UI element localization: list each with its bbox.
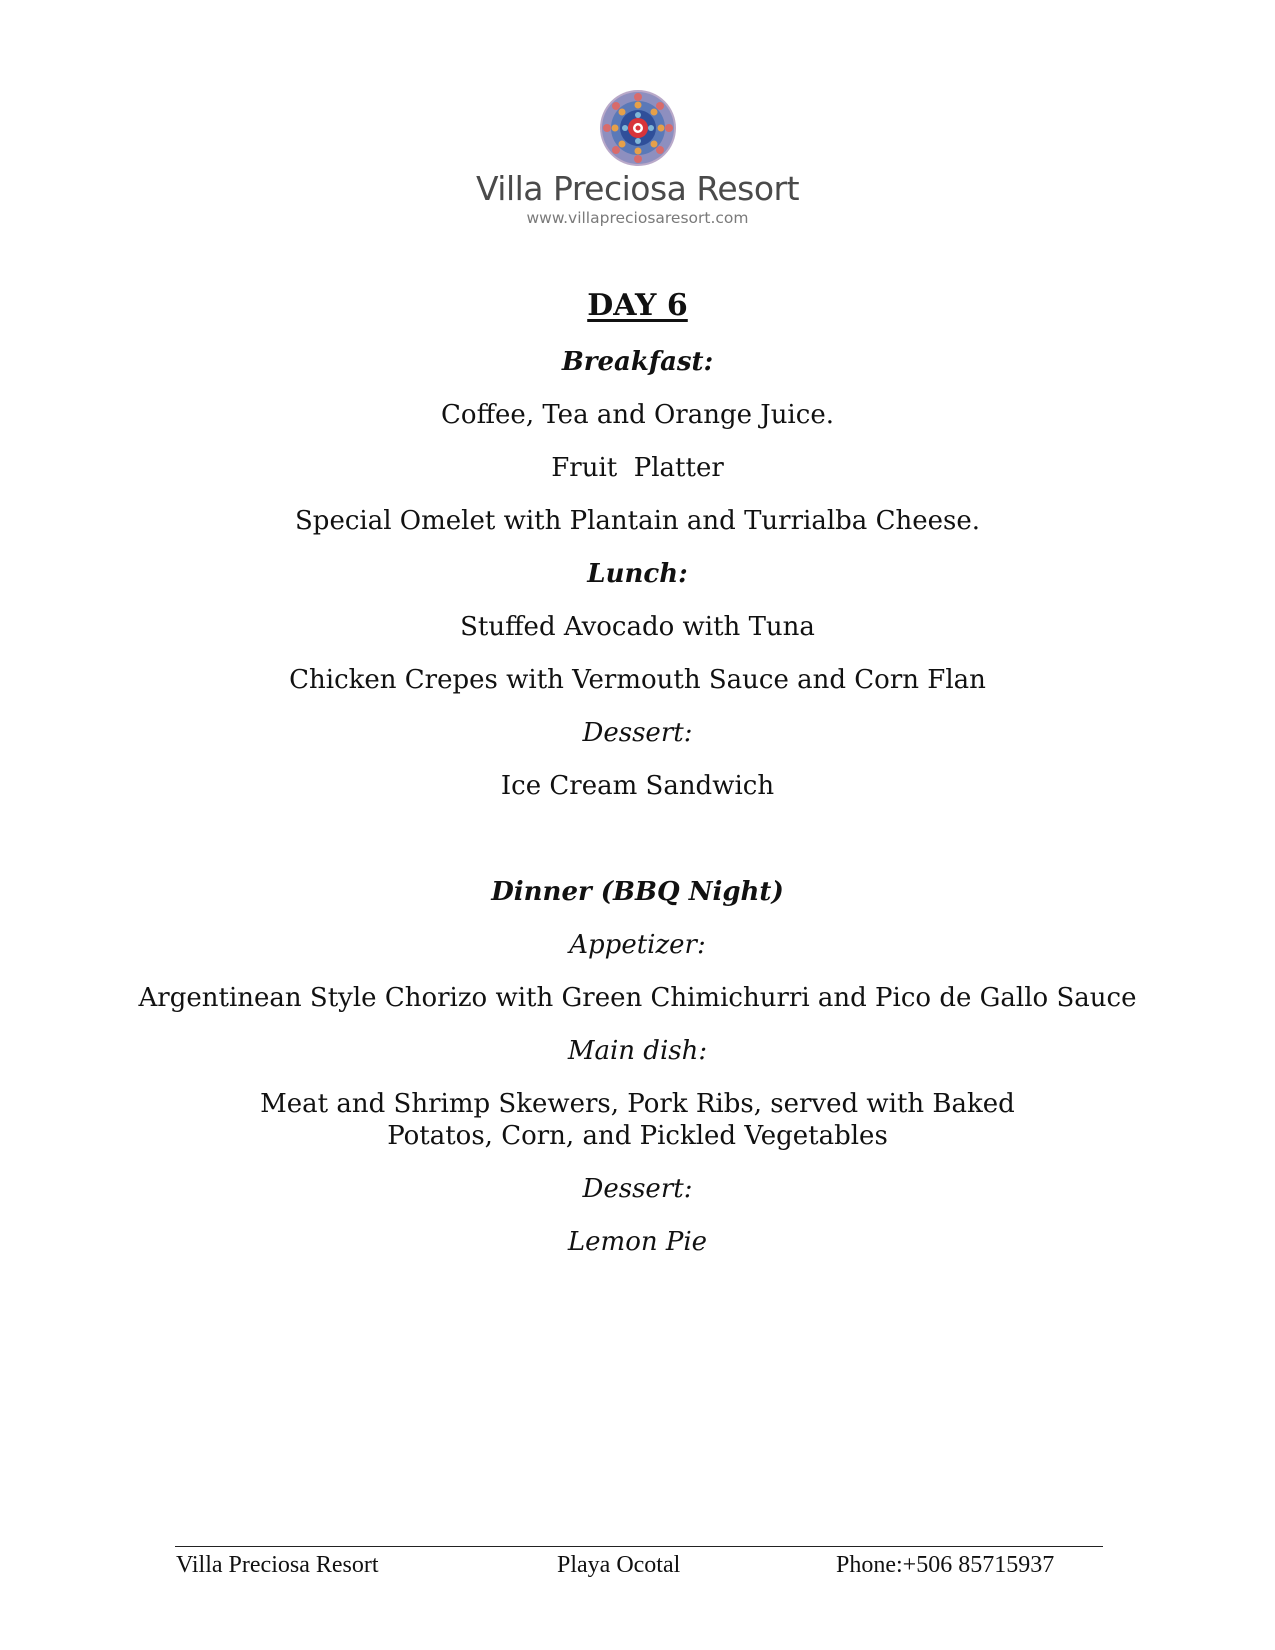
dinner-dessert: Lemon Pie — [567, 1227, 708, 1257]
mandala-logo-icon — [598, 88, 678, 168]
dinner-dessert-label: Dessert: — [582, 1174, 693, 1204]
footer-name: Villa Preciosa Resort — [176, 1552, 379, 1578]
brand-name: Villa Preciosa Resort — [475, 169, 800, 208]
lunch-dessert: Ice Cream Sandwich — [500, 771, 775, 801]
breakfast-item: Special Omelet with Plantain and Turrialba Cheese. — [295, 506, 980, 536]
footer-divider — [175, 1546, 1103, 1547]
header — [0, 88, 1275, 228]
breakfast-title: Breakfast: — [561, 347, 714, 377]
dinner-appetizer-label: Appetizer: — [569, 930, 706, 960]
lunch-item: Chicken Crepes with Vermouth Sauce and Corn Flan — [289, 665, 986, 695]
lunch-dessert-label: Dessert: — [582, 718, 693, 748]
footer-phone: Phone:+506 85715937 — [836, 1552, 1055, 1578]
day-title: DAY 6 — [587, 288, 688, 323]
brand-url: www.villapreciosaresort.com — [526, 209, 749, 227]
footer-location: Playa Ocotal — [557, 1552, 681, 1578]
dinner-main-label: Main dish: — [567, 1036, 708, 1066]
dinner-title: Dinner (BBQ Night) — [491, 877, 784, 907]
dinner-appetizer: Argentinean Style Chorizo with Green Chimichurri and Pico de Gallo Sauce — [138, 983, 1137, 1013]
lunch-title: Lunch: — [587, 559, 688, 589]
dinner-main: Meat and Shrimp Skewers, Pork Ribs, served with Baked Potatos, Corn, and Pickled Vegetables — [260, 1089, 1015, 1151]
lunch-item: Stuffed Avocado with Tuna — [460, 612, 815, 642]
breakfast-item: Fruit Platter — [551, 453, 724, 483]
breakfast-item: Coffee, Tea and Orange Juice. — [441, 400, 834, 430]
